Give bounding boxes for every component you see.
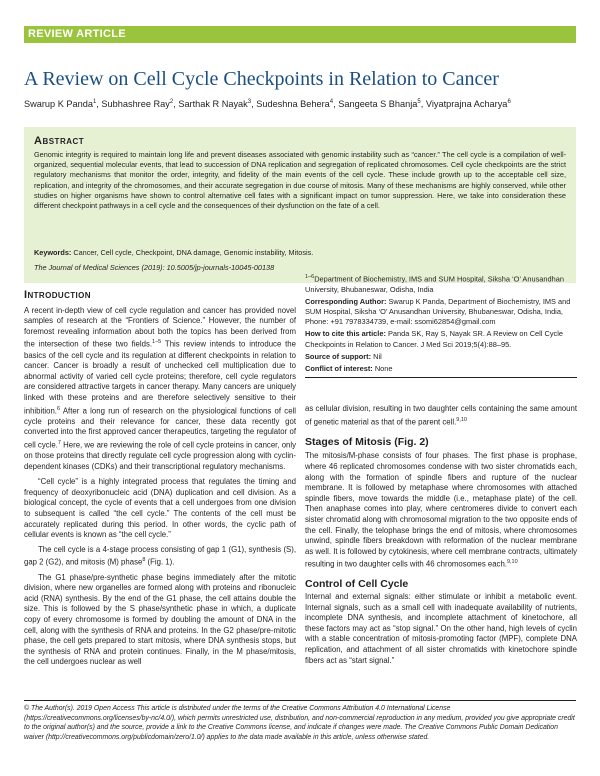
how-to-cite: [305, 329, 577, 349]
intro-paragraph-4: The G1 phase/pre-synthetic phase begins immediately after the mitotic division, where new organelles are formed along with proteins and ribonucleic acid (RNA) synthesis. By the end of the G1 phase, the cell attains double the size. This is followed by the S phase/synthetic phase in which, a duplicate copy of every chromosome is formed by doubling the amount of DNA in the cell, along with the synthesis of RNA and proteins. In the G2 phase/pre-mitotic phase, the cell gets prepared to start mitosis, where DNA synthesis stops, but the synthesis of RNA and protein continues. Finally, in the M phase/mitosis, the cell undergoes nuclear as well: [24, 572, 296, 667]
article-info-block: [305, 272, 577, 376]
conflict-of-interest-label: Conflict of interest:: [305, 364, 373, 374]
intro-text: This review intends to introduce the basics of the cell cycle and its regulation at different checkpoints in relation to cancer. Cancer is broadly a result of unchecked cell multiplication due to abnormal activity of varied cell cycle proteins; therefore, cell cycle regulators are considered attractive targets in cancer therapy. Many cancers are uniquely linked with these proteins and are therefore selectively sensitive to their inhibition.: [24, 339, 296, 416]
how-to-cite-text: Panda SK, Ray S, Nayak SR. A Review on Cell Cycle Checkpoints in Relation to Cancer. J Med Sci 2019;5(4):88–95.: [305, 329, 563, 349]
reference-marker: 8: [142, 557, 146, 564]
source-of-support-label: Source of support:: [305, 351, 372, 361]
affiliation-text: Department of Biochemistry, IMS and SUM Hospital, Siksha ‘O’ Anusandhan University, Bhubaneswar, Odisha, India: [305, 274, 564, 294]
author-name: Sarthak R Nayak: [178, 99, 248, 110]
corresponding-author-text: Swarup K Panda, Department of Biochemistry, IMS and SUM Hospital, Siksha ‘O’ Anusandhan University, Bhubaneswar, Odisha, India, Phone: +91 7978334739, e-mail: ssomi62854@gmail.com: [305, 296, 571, 327]
author-name: Sudeshna Behera: [256, 99, 330, 110]
left-column: [24, 290, 296, 668]
corresponding-author: [305, 297, 577, 328]
footer-divider: [24, 700, 576, 701]
reference-marker: 1–5: [152, 339, 162, 346]
stages-paragraph: [305, 451, 577, 570]
introduction-heading: Introduction: [24, 289, 91, 301]
author-affiliation-number: 3: [247, 99, 252, 105]
intro-text: The cell cycle is a 4-stage process consisting of gap 1 (G1), synthesis (S), gap 2 (G2), and mitosis (M) phase: [24, 544, 296, 568]
author-list: Swarup K Panda$^1$, Subhashree Ray$^2$, Sarthak R Nayak$^3$, Sudeshna Behera$^4$, Sangeeta S Bhanja$^5$, Viyatprajna Acharya$^6$: [24, 99, 511, 110]
conflict-of-interest-text: None: [374, 364, 393, 374]
abstract-heading: Abstract: [34, 135, 85, 147]
conflict-of-interest: [305, 364, 577, 374]
source-of-support-text: Nil: [373, 351, 382, 361]
source-of-support: [305, 352, 577, 362]
control-paragraph: Internal and external signals: either stimulate or inhibit a metabolic event. Internal signals, such as a small cell with inadequate availability of nutrients, incomplete DNA synthesis, and incomplete attachment of kinetochore, all these factors may act as “stop signal.” On the other hand, high levels of cyclin with a stable concentration of mitosis-promoting factor (MPF), complete DNA replication, and attachment of all sister chromatids with kinetochore spindle fibers act as “start signal.”: [305, 592, 577, 665]
right-column: [305, 404, 577, 666]
intro-paragraph-3: [24, 545, 296, 569]
article-type-label: REVIEW ARTICLE: [28, 28, 126, 40]
info-divider: [305, 377, 577, 378]
stages-of-mitosis-heading: Stages of Mitosis (Fig. 2): [305, 435, 429, 448]
author-name: Swarup K Panda: [24, 99, 93, 110]
body-text: as cellular division, resulting in two daughter cells containing the same amount of genetic material as that of the parent cell.: [305, 404, 577, 427]
intro-text: Here, we are reviewing the role of cell cycle proteins in cancer, only on those proteins that directly regulate cell cycle progression along with cyclin-dependent kinases (CDKs) and their transcriptional regulatory mechanisms.: [24, 440, 297, 471]
intro-paragraph-2: “Cell cycle” is a highly integrated process that regulates the timing and frequency of deoxyribonucleic acid (DNA) duplication and cell division. As a biological concept, the cycle of events that a cell undergoes from one division to subsequent is called “the cell cycle.” The contents of the cell must be accurately replicated during this period. In other words, the cyclic path of cellular events is known as “the cell cycle.”: [24, 477, 296, 540]
article-type-banner: [24, 26, 576, 43]
intro-text: (Fig. 1).: [145, 558, 175, 568]
keywords-text: Cancer, Cell cycle, Checkpoint, DNA damage, Genomic instability, Mitosis.: [73, 248, 314, 257]
affiliation: [305, 272, 577, 295]
reference-marker: 7: [57, 439, 61, 446]
how-to-cite-label: How to cite this article:: [305, 329, 386, 339]
author-affiliation-number: 1: [92, 99, 97, 105]
article-title: A Review on Cell Cycle Checkpoints in Relation to Cancer: [24, 68, 499, 90]
abstract-text: Genomic integrity is required to maintain long life and prevent diseases associated with genomic instability such as “cancer.” The cell cycle is a compilation of well-organized, sequential molecular events, that lead to succession of DNA replication and segregation of replicated chromosomes. Cell cycle checkpoints are the strict regulatory mechanisms that monitor the order, integrity, and fidelity of the main events of the cell cycle. These include growth up to the acceptable cell size, replication, and integrity of the chromosomes, and their accurate segregation in due course of mitosis. Many of these mechanisms are highly conserved, while other studies on higher organisms have shown to control alternative cell fates with a significant impact on tumor suppression. Here, we take into consideration these different checkpoint pathways in a cell cycle and the consequences of their dysfunction on the fate of a cell.: [34, 150, 566, 211]
intro-text: After a long run of research on the physiological functions of cell cycle proteins and their relevance for cancer, these data recently got converted into the first approved cancer therapeutics, targeting the regulator of cell cycle.: [24, 406, 296, 450]
body-text: The mitosis/M-phase consists of four phases. The first phase is prophase, where 46 replicated chromosomes condense with two sister chromatids each, along with the formation of spindle fibers and rupture of the nuclear membrane. It is followed by metaphase where chromosomes with attached spindle fibers, move towards the middle (i.e., metaphase plate) of the cell. Then anaphase comes into play, where centromeres divide to convert each sister chromatid along with chromosomal migration to the two opposite ends of the cell. Finally, the telophase brings the end of mitosis, where chromosomes unwind, spindle fibers breakdown with reformation of the nuclear membrane as well. It is followed by cytokinesis, where cell membrane contracts, ultimately resulting in two daughter cells with 46 chromosomes each.: [305, 451, 577, 569]
author-name: Subhashree Ray: [101, 99, 170, 110]
license-footer: © The Author(s). 2019 Open Access This article is distributed under the terms of the Creative Commons Attribution 4.0 International License (https://creativecommons.org/licenses/by-nc/4.0/), which permits unrestricted use, distribution, and non-commercial reproduction in any medium, provided you give appropriate credit to the original author(s) and the source, provide a link to the Creative Commons license, and indicate if changes were made. The Creative Commons Public Domain Dedication waiver (http://creativecommons.org/publicdomain/zero/1.0/) applies to the data made available in this article, unless otherwise stated.: [24, 705, 575, 741]
continuation-paragraph: [305, 404, 577, 428]
reference-marker: 9,10: [456, 416, 467, 423]
author-affiliation-number: 4: [329, 99, 334, 105]
author-affiliation-number: 6: [507, 99, 511, 105]
reference-marker: 9,10: [506, 559, 518, 566]
author-name: Sangeeta S Bhanja: [338, 99, 418, 110]
affiliation-number: 1–6: [305, 274, 315, 280]
author-affiliation-number: 5: [417, 99, 421, 105]
intro-text: A recent in-depth view of cell cycle regulation and cancer has provided novel samples of research at the “Frontiers of Science.” However, the number of foremost revealing information about both the topics has been derived from the intersection of these two fields.: [24, 305, 296, 349]
author-name: Viyatprajna Acharya: [425, 99, 508, 110]
reference-marker: 6: [56, 405, 61, 412]
keywords: [34, 248, 566, 257]
corresponding-author-label: Corresponding Author:: [305, 296, 387, 306]
journal-citation: [34, 263, 566, 272]
author-affiliation-number: 2: [169, 99, 174, 105]
keywords-label: Keywords:: [34, 248, 72, 257]
journal-citation-text: The Journal of Medical Sciences (2019): 10.5005/jp-journals-10045-00138: [34, 263, 275, 272]
control-of-cell-cycle-heading: Control of Cell Cycle: [305, 577, 409, 590]
intro-paragraph-1: [24, 306, 296, 473]
